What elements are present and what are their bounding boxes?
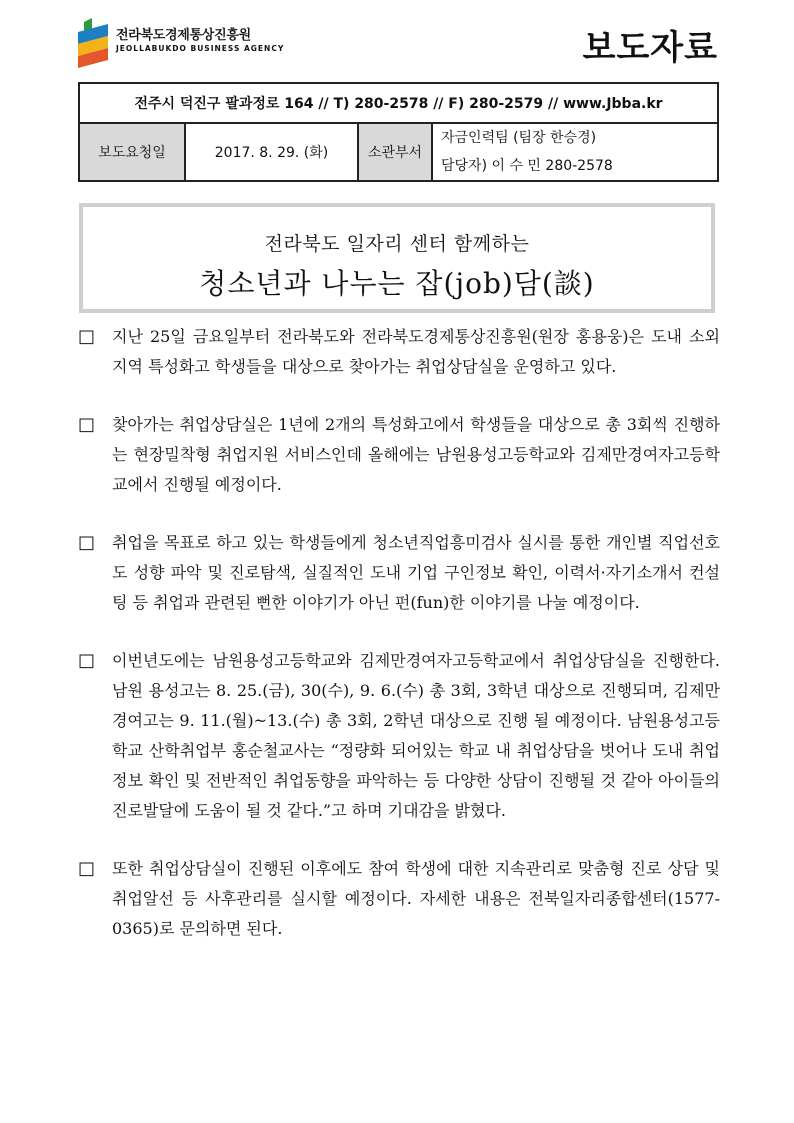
paragraph-text: 이번년도에는 남원용성고등학교와 김제만경여자고등학교에서 취업상담실을 진행한다. 남원 용성고는 8. 25.(금), 30(수), 9. 6.(수) 총 3회, 3학년 대상으로 진행되며, 김제만경여고는 9. 11.(월)~13.(수) 총 3회, 2학년 대상으로 진행 될 예정이다. 남원용성고등학교 산학취업부 홍순철교사는 “정량화 되어있는 학교 내 취업상담을 벗어나 도내 취업정보 확인 및 전반적인 취업동향을 파악하는 등 다양한 상담이 진행될 것 같아 아이들의 진로발달에 도움이 될 것 같다.”고 하며 기대감을 밝혔다. [112,651,720,820]
checkbox-bullet-icon: □ [78,532,96,553]
headline-box [79,203,715,313]
checkbox-bullet-icon: □ [78,414,96,435]
paragraph-text: 찾아가는 취업상담실은 1년에 2개의 특성화고에서 학생들을 대상으로 총 3회씩 진행하는 현장밀착형 취업지원 서비스인데 올해에는 남원용성고등학교와 김제만경여자고등학교에서 진행될 예정이다. [112,415,720,494]
info-table [78,82,719,182]
paragraph [78,322,720,382]
headline-title: 청소년과 나누는 잡(job)담(談) [199,267,595,300]
checkbox-bullet-icon: □ [78,326,96,347]
paragraph [78,410,720,500]
headline-subtitle: 전라북도 일자리 센터 함께하는 [264,233,530,255]
dept-contact: 담당자) 이 수 민 280-2578 [441,158,613,174]
paragraph [78,854,720,944]
logo-mark-icon [78,18,112,68]
page-header [78,14,718,80]
dept-value [432,123,718,181]
paragraph [78,528,720,618]
contact-address: 전주시 덕진구 팔과정로 164 // T) 280-2578 // F) 280-2579 // www.Jbba.kr [79,83,718,123]
org-name: 전라북도경제통상진흥원 [116,28,251,43]
paragraph-text: 지난 25일 금요일부터 전라북도와 전라북도경제통상진흥원(원장 홍용웅)은 도내 소외지역 특성화고 학생들을 대상으로 찾아가는 취업상담실을 운영하고 있다. [112,327,720,376]
date-label: 보도요청일 [79,123,185,181]
article-body [78,322,720,972]
date-value: 2017. 8. 29. (화) [185,123,358,181]
paragraph [78,646,720,826]
org-logo [78,18,298,76]
checkbox-bullet-icon: □ [78,650,96,671]
dept-team: 자금인력팀 (팀장 한승경) [441,130,597,146]
dept-label: 소관부서 [358,123,432,181]
document-type-title: 보도자료 [582,28,718,68]
org-name-english: JEOLLABUKDO BUSINESS AGENCY [116,44,285,53]
paragraph-text: 취업을 목표로 하고 있는 학생들에게 청소년직업흥미검사 실시를 통한 개인별 직업선호도 성향 파악 및 진로탐색, 실질적인 도내 기업 구인정보 확인, 이력서·자기소개서 컨설팅 등 취업과 관련된 뻔한 이야기가 아닌 펀(fun)한 이야기를 나눌 예정이다. [112,533,720,612]
checkbox-bullet-icon: □ [78,858,96,879]
paragraph-text: 또한 취업상담실이 진행된 이후에도 참여 학생에 대한 지속관리로 맞춤형 진로 상담 및 취업알선 등 사후관리를 실시할 예정이다. 자세한 내용은 전북일자리종합센터(1577-0365)로 문의하면 된다. [112,859,720,938]
